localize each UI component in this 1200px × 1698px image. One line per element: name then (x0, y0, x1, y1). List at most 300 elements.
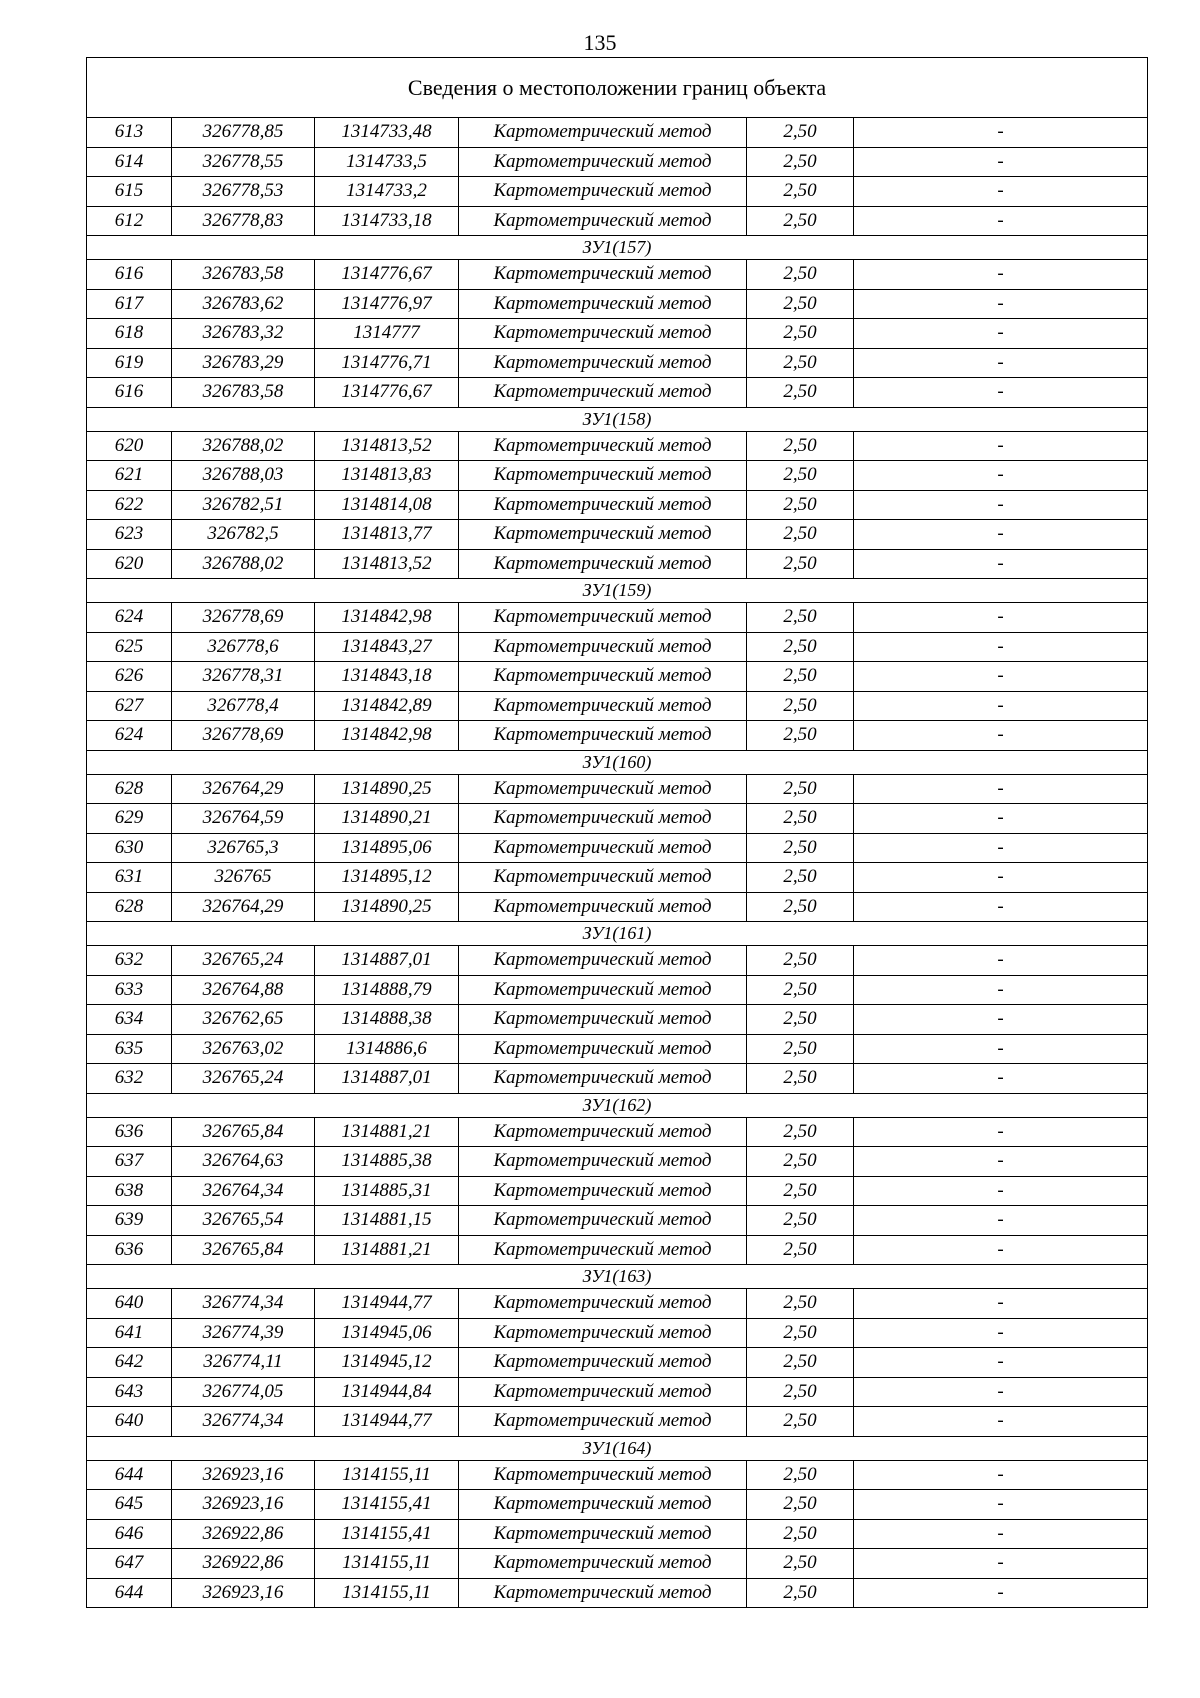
table-row (87, 662, 1148, 692)
note-cell: - (854, 1117, 1148, 1147)
accuracy-cell: 2,50 (747, 520, 854, 550)
method-cell: Картометрический метод (459, 1176, 747, 1206)
accuracy-cell: 2,50 (747, 348, 854, 378)
table-row (87, 1407, 1148, 1437)
table-row (87, 490, 1148, 520)
y-coordinate-cell: 1314890,25 (315, 892, 459, 922)
x-coordinate-cell: 326765,24 (172, 946, 315, 976)
method-cell: Картометрический метод (459, 1318, 747, 1348)
method-cell: Картометрический метод (459, 662, 747, 692)
point-number-cell: 639 (87, 1206, 172, 1236)
method-cell: Картометрический метод (459, 632, 747, 662)
x-coordinate-cell: 326764,34 (172, 1176, 315, 1206)
point-number-cell: 645 (87, 1490, 172, 1520)
table-title-row (87, 58, 1148, 118)
y-coordinate-cell: 1314733,48 (315, 118, 459, 148)
accuracy-cell: 2,50 (747, 1460, 854, 1490)
method-cell: Картометрический метод (459, 1460, 747, 1490)
table-row (87, 632, 1148, 662)
y-coordinate-cell: 1314813,83 (315, 461, 459, 491)
y-coordinate-cell: 1314895,06 (315, 833, 459, 863)
note-cell: - (854, 1176, 1148, 1206)
y-coordinate-cell: 1314890,21 (315, 804, 459, 834)
accuracy-cell: 2,50 (747, 833, 854, 863)
note-cell: - (854, 721, 1148, 751)
note-cell: - (854, 348, 1148, 378)
y-coordinate-cell: 1314886,6 (315, 1034, 459, 1064)
accuracy-cell: 2,50 (747, 147, 854, 177)
x-coordinate-cell: 326764,29 (172, 774, 315, 804)
y-coordinate-cell: 1314155,11 (315, 1549, 459, 1579)
accuracy-cell: 2,50 (747, 118, 854, 148)
y-coordinate-cell: 1314155,11 (315, 1578, 459, 1608)
point-number-cell: 647 (87, 1549, 172, 1579)
x-coordinate-cell: 326778,4 (172, 691, 315, 721)
method-cell: Картометрический метод (459, 1005, 747, 1035)
note-cell: - (854, 946, 1148, 976)
note-cell: - (854, 1289, 1148, 1319)
y-coordinate-cell: 1314881,21 (315, 1235, 459, 1265)
point-number-cell: 642 (87, 1348, 172, 1378)
accuracy-cell: 2,50 (747, 260, 854, 290)
table-row (87, 721, 1148, 751)
y-coordinate-cell: 1314776,67 (315, 378, 459, 408)
method-cell: Картометрический метод (459, 118, 747, 148)
table-row (87, 289, 1148, 319)
section-row (87, 1436, 1148, 1460)
method-cell: Картометрический метод (459, 946, 747, 976)
page-number: 135 (583, 30, 617, 55)
section-label: ЗУ1(161) (87, 922, 1148, 946)
method-cell: Картометрический метод (459, 520, 747, 550)
table-row (87, 691, 1148, 721)
x-coordinate-cell: 326765,84 (172, 1117, 315, 1147)
point-number-cell: 624 (87, 603, 172, 633)
accuracy-cell: 2,50 (747, 975, 854, 1005)
point-number-cell: 640 (87, 1289, 172, 1319)
section-label: ЗУ1(160) (87, 750, 1148, 774)
x-coordinate-cell: 326778,31 (172, 662, 315, 692)
table-row (87, 118, 1148, 148)
note-cell: - (854, 1147, 1148, 1177)
y-coordinate-cell: 1314842,98 (315, 721, 459, 751)
y-coordinate-cell: 1314881,15 (315, 1206, 459, 1236)
x-coordinate-cell: 326783,29 (172, 348, 315, 378)
table-row (87, 147, 1148, 177)
point-number-cell: 646 (87, 1519, 172, 1549)
point-number-cell: 641 (87, 1318, 172, 1348)
method-cell: Картометрический метод (459, 461, 747, 491)
x-coordinate-cell: 326765,84 (172, 1235, 315, 1265)
accuracy-cell: 2,50 (747, 1235, 854, 1265)
accuracy-cell: 2,50 (747, 1289, 854, 1319)
point-number-cell: 614 (87, 147, 172, 177)
point-number-cell: 633 (87, 975, 172, 1005)
y-coordinate-cell: 1314776,71 (315, 348, 459, 378)
note-cell: - (854, 1490, 1148, 1520)
accuracy-cell: 2,50 (747, 1407, 854, 1437)
point-number-cell: 620 (87, 549, 172, 579)
table-row (87, 1289, 1148, 1319)
y-coordinate-cell: 1314733,2 (315, 177, 459, 207)
point-number-cell: 644 (87, 1578, 172, 1608)
note-cell: - (854, 804, 1148, 834)
x-coordinate-cell: 326778,55 (172, 147, 315, 177)
y-coordinate-cell: 1314733,5 (315, 147, 459, 177)
accuracy-cell: 2,50 (747, 177, 854, 207)
table-row (87, 1348, 1148, 1378)
y-coordinate-cell: 1314945,06 (315, 1318, 459, 1348)
y-coordinate-cell: 1314814,08 (315, 490, 459, 520)
x-coordinate-cell: 326923,16 (172, 1490, 315, 1520)
section-row (87, 236, 1148, 260)
method-cell: Картометрический метод (459, 1490, 747, 1520)
point-number-cell: 624 (87, 721, 172, 751)
x-coordinate-cell: 326923,16 (172, 1578, 315, 1608)
method-cell: Картометрический метод (459, 206, 747, 236)
x-coordinate-cell: 326783,62 (172, 289, 315, 319)
y-coordinate-cell: 1314842,89 (315, 691, 459, 721)
note-cell: - (854, 260, 1148, 290)
section-label: ЗУ1(157) (87, 236, 1148, 260)
point-number-cell: 622 (87, 490, 172, 520)
table-row (87, 1578, 1148, 1608)
table-row (87, 461, 1148, 491)
table-row (87, 177, 1148, 207)
x-coordinate-cell: 326783,32 (172, 319, 315, 349)
y-coordinate-cell: 1314155,41 (315, 1519, 459, 1549)
point-number-cell: 640 (87, 1407, 172, 1437)
accuracy-cell: 2,50 (747, 1005, 854, 1035)
method-cell: Картометрический метод (459, 260, 747, 290)
x-coordinate-cell: 326783,58 (172, 378, 315, 408)
point-number-cell: 637 (87, 1147, 172, 1177)
y-coordinate-cell: 1314945,12 (315, 1348, 459, 1378)
point-number-cell: 636 (87, 1235, 172, 1265)
point-number-cell: 628 (87, 774, 172, 804)
point-number-cell: 636 (87, 1117, 172, 1147)
point-number-cell: 618 (87, 319, 172, 349)
y-coordinate-cell: 1314813,52 (315, 431, 459, 461)
accuracy-cell: 2,50 (747, 863, 854, 893)
point-number-cell: 620 (87, 431, 172, 461)
x-coordinate-cell: 326765,24 (172, 1064, 315, 1094)
note-cell: - (854, 975, 1148, 1005)
accuracy-cell: 2,50 (747, 1519, 854, 1549)
note-cell: - (854, 1549, 1148, 1579)
accuracy-cell: 2,50 (747, 1348, 854, 1378)
accuracy-cell: 2,50 (747, 603, 854, 633)
section-label: ЗУ1(164) (87, 1436, 1148, 1460)
section-label: ЗУ1(158) (87, 407, 1148, 431)
table-row (87, 1005, 1148, 1035)
method-cell: Картометрический метод (459, 833, 747, 863)
table-row (87, 1117, 1148, 1147)
point-number-cell: 621 (87, 461, 172, 491)
note-cell: - (854, 289, 1148, 319)
method-cell: Картометрический метод (459, 319, 747, 349)
note-cell: - (854, 1318, 1148, 1348)
point-number-cell: 632 (87, 1064, 172, 1094)
method-cell: Картометрический метод (459, 1064, 747, 1094)
note-cell: - (854, 662, 1148, 692)
accuracy-cell: 2,50 (747, 1490, 854, 1520)
x-coordinate-cell: 326774,39 (172, 1318, 315, 1348)
point-number-cell: 616 (87, 378, 172, 408)
x-coordinate-cell: 326774,34 (172, 1407, 315, 1437)
x-coordinate-cell: 326923,16 (172, 1460, 315, 1490)
table-row (87, 348, 1148, 378)
table-row (87, 260, 1148, 290)
point-number-cell: 630 (87, 833, 172, 863)
note-cell: - (854, 520, 1148, 550)
accuracy-cell: 2,50 (747, 946, 854, 976)
method-cell: Картометрический метод (459, 289, 747, 319)
note-cell: - (854, 892, 1148, 922)
point-number-cell: 623 (87, 520, 172, 550)
method-cell: Картометрический метод (459, 431, 747, 461)
accuracy-cell: 2,50 (747, 461, 854, 491)
x-coordinate-cell: 326788,03 (172, 461, 315, 491)
y-coordinate-cell: 1314842,98 (315, 603, 459, 633)
y-coordinate-cell: 1314888,38 (315, 1005, 459, 1035)
section-label: ЗУ1(159) (87, 579, 1148, 603)
table-row (87, 378, 1148, 408)
table-row (87, 804, 1148, 834)
y-coordinate-cell: 1314888,79 (315, 975, 459, 1005)
note-cell: - (854, 1377, 1148, 1407)
y-coordinate-cell: 1314885,31 (315, 1176, 459, 1206)
x-coordinate-cell: 326782,51 (172, 490, 315, 520)
method-cell: Картометрический метод (459, 177, 747, 207)
x-coordinate-cell: 326774,11 (172, 1348, 315, 1378)
table-title: Сведения о местоположении границ объекта (87, 58, 1148, 118)
accuracy-cell: 2,50 (747, 721, 854, 751)
note-cell: - (854, 1348, 1148, 1378)
table-row (87, 1147, 1148, 1177)
note-cell: - (854, 774, 1148, 804)
x-coordinate-cell: 326774,05 (172, 1377, 315, 1407)
accuracy-cell: 2,50 (747, 1318, 854, 1348)
point-number-cell: 626 (87, 662, 172, 692)
x-coordinate-cell: 326922,86 (172, 1549, 315, 1579)
method-cell: Картометрический метод (459, 1578, 747, 1608)
point-number-cell: 629 (87, 804, 172, 834)
section-label: ЗУ1(162) (87, 1093, 1148, 1117)
y-coordinate-cell: 1314813,52 (315, 549, 459, 579)
accuracy-cell: 2,50 (747, 892, 854, 922)
point-number-cell: 613 (87, 118, 172, 148)
accuracy-cell: 2,50 (747, 1034, 854, 1064)
table-row (87, 1064, 1148, 1094)
section-row (87, 1093, 1148, 1117)
method-cell: Картометрический метод (459, 1117, 747, 1147)
accuracy-cell: 2,50 (747, 1377, 854, 1407)
accuracy-cell: 2,50 (747, 804, 854, 834)
note-cell: - (854, 1235, 1148, 1265)
accuracy-cell: 2,50 (747, 662, 854, 692)
point-number-cell: 644 (87, 1460, 172, 1490)
accuracy-cell: 2,50 (747, 490, 854, 520)
accuracy-cell: 2,50 (747, 378, 854, 408)
y-coordinate-cell: 1314890,25 (315, 774, 459, 804)
table-row (87, 319, 1148, 349)
table-row (87, 946, 1148, 976)
method-cell: Картометрический метод (459, 892, 747, 922)
note-cell: - (854, 833, 1148, 863)
method-cell: Картометрический метод (459, 863, 747, 893)
x-coordinate-cell: 326764,29 (172, 892, 315, 922)
method-cell: Картометрический метод (459, 1348, 747, 1378)
accuracy-cell: 2,50 (747, 1176, 854, 1206)
x-coordinate-cell: 326782,5 (172, 520, 315, 550)
accuracy-cell: 2,50 (747, 632, 854, 662)
note-cell: - (854, 1519, 1148, 1549)
x-coordinate-cell: 326774,34 (172, 1289, 315, 1319)
table-row (87, 975, 1148, 1005)
note-cell: - (854, 1005, 1148, 1035)
method-cell: Картометрический метод (459, 804, 747, 834)
x-coordinate-cell: 326922,86 (172, 1519, 315, 1549)
note-cell: - (854, 549, 1148, 579)
method-cell: Картометрический метод (459, 490, 747, 520)
y-coordinate-cell: 1314895,12 (315, 863, 459, 893)
note-cell: - (854, 319, 1148, 349)
table-row (87, 1235, 1148, 1265)
x-coordinate-cell: 326764,88 (172, 975, 315, 1005)
method-cell: Картометрический метод (459, 774, 747, 804)
x-coordinate-cell: 326788,02 (172, 549, 315, 579)
y-coordinate-cell: 1314887,01 (315, 1064, 459, 1094)
x-coordinate-cell: 326778,6 (172, 632, 315, 662)
point-number-cell: 628 (87, 892, 172, 922)
note-cell: - (854, 461, 1148, 491)
x-coordinate-cell: 326764,63 (172, 1147, 315, 1177)
section-row (87, 750, 1148, 774)
accuracy-cell: 2,50 (747, 1147, 854, 1177)
accuracy-cell: 2,50 (747, 289, 854, 319)
note-cell: - (854, 206, 1148, 236)
method-cell: Картометрический метод (459, 603, 747, 633)
method-cell: Картометрический метод (459, 348, 747, 378)
table-row (87, 431, 1148, 461)
accuracy-cell: 2,50 (747, 691, 854, 721)
method-cell: Картометрический метод (459, 1206, 747, 1236)
method-cell: Картометрический метод (459, 1034, 747, 1064)
table-row (87, 1549, 1148, 1579)
method-cell: Картометрический метод (459, 549, 747, 579)
accuracy-cell: 2,50 (747, 206, 854, 236)
table-row (87, 1460, 1148, 1490)
point-number-cell: 612 (87, 206, 172, 236)
table-row (87, 1519, 1148, 1549)
method-cell: Картометрический метод (459, 1377, 747, 1407)
method-cell: Картометрический метод (459, 975, 747, 1005)
y-coordinate-cell: 1314885,38 (315, 1147, 459, 1177)
note-cell: - (854, 490, 1148, 520)
boundary-table (86, 57, 1148, 1608)
table-row (87, 1377, 1148, 1407)
point-number-cell: 625 (87, 632, 172, 662)
section-label: ЗУ1(163) (87, 1265, 1148, 1289)
note-cell: - (854, 632, 1148, 662)
note-cell: - (854, 1407, 1148, 1437)
accuracy-cell: 2,50 (747, 1578, 854, 1608)
table-row (87, 774, 1148, 804)
point-number-cell: 619 (87, 348, 172, 378)
note-cell: - (854, 1034, 1148, 1064)
x-coordinate-cell: 326765 (172, 863, 315, 893)
point-number-cell: 616 (87, 260, 172, 290)
y-coordinate-cell: 1314944,84 (315, 1377, 459, 1407)
point-number-cell: 643 (87, 1377, 172, 1407)
accuracy-cell: 2,50 (747, 1064, 854, 1094)
point-number-cell: 631 (87, 863, 172, 893)
table-row (87, 892, 1148, 922)
accuracy-cell: 2,50 (747, 1117, 854, 1147)
accuracy-cell: 2,50 (747, 1549, 854, 1579)
x-coordinate-cell: 326778,53 (172, 177, 315, 207)
note-cell: - (854, 177, 1148, 207)
x-coordinate-cell: 326778,69 (172, 721, 315, 751)
table-row (87, 549, 1148, 579)
x-coordinate-cell: 326778,69 (172, 603, 315, 633)
note-cell: - (854, 691, 1148, 721)
y-coordinate-cell: 1314155,11 (315, 1460, 459, 1490)
x-coordinate-cell: 326763,02 (172, 1034, 315, 1064)
accuracy-cell: 2,50 (747, 1206, 854, 1236)
point-number-cell: 617 (87, 289, 172, 319)
y-coordinate-cell: 1314733,18 (315, 206, 459, 236)
x-coordinate-cell: 326783,58 (172, 260, 315, 290)
point-number-cell: 635 (87, 1034, 172, 1064)
y-coordinate-cell: 1314843,27 (315, 632, 459, 662)
x-coordinate-cell: 326778,83 (172, 206, 315, 236)
method-cell: Картометрический метод (459, 1289, 747, 1319)
note-cell: - (854, 603, 1148, 633)
table-row (87, 863, 1148, 893)
method-cell: Картометрический метод (459, 1147, 747, 1177)
x-coordinate-cell: 326762,65 (172, 1005, 315, 1035)
point-number-cell: 627 (87, 691, 172, 721)
x-coordinate-cell: 326765,3 (172, 833, 315, 863)
point-number-cell: 615 (87, 177, 172, 207)
x-coordinate-cell: 326765,54 (172, 1206, 315, 1236)
method-cell: Картометрический метод (459, 1235, 747, 1265)
x-coordinate-cell: 326778,85 (172, 118, 315, 148)
point-number-cell: 634 (87, 1005, 172, 1035)
y-coordinate-cell: 1314944,77 (315, 1407, 459, 1437)
note-cell: - (854, 1064, 1148, 1094)
accuracy-cell: 2,50 (747, 431, 854, 461)
y-coordinate-cell: 1314776,97 (315, 289, 459, 319)
note-cell: - (854, 863, 1148, 893)
method-cell: Картометрический метод (459, 1549, 747, 1579)
method-cell: Картометрический метод (459, 721, 747, 751)
y-coordinate-cell: 1314881,21 (315, 1117, 459, 1147)
y-coordinate-cell: 1314776,67 (315, 260, 459, 290)
note-cell: - (854, 378, 1148, 408)
table-row (87, 1490, 1148, 1520)
section-row (87, 407, 1148, 431)
x-coordinate-cell: 326764,59 (172, 804, 315, 834)
table-row (87, 833, 1148, 863)
table-row (87, 1176, 1148, 1206)
table-row (87, 1206, 1148, 1236)
y-coordinate-cell: 1314777 (315, 319, 459, 349)
y-coordinate-cell: 1314887,01 (315, 946, 459, 976)
table-row (87, 520, 1148, 550)
